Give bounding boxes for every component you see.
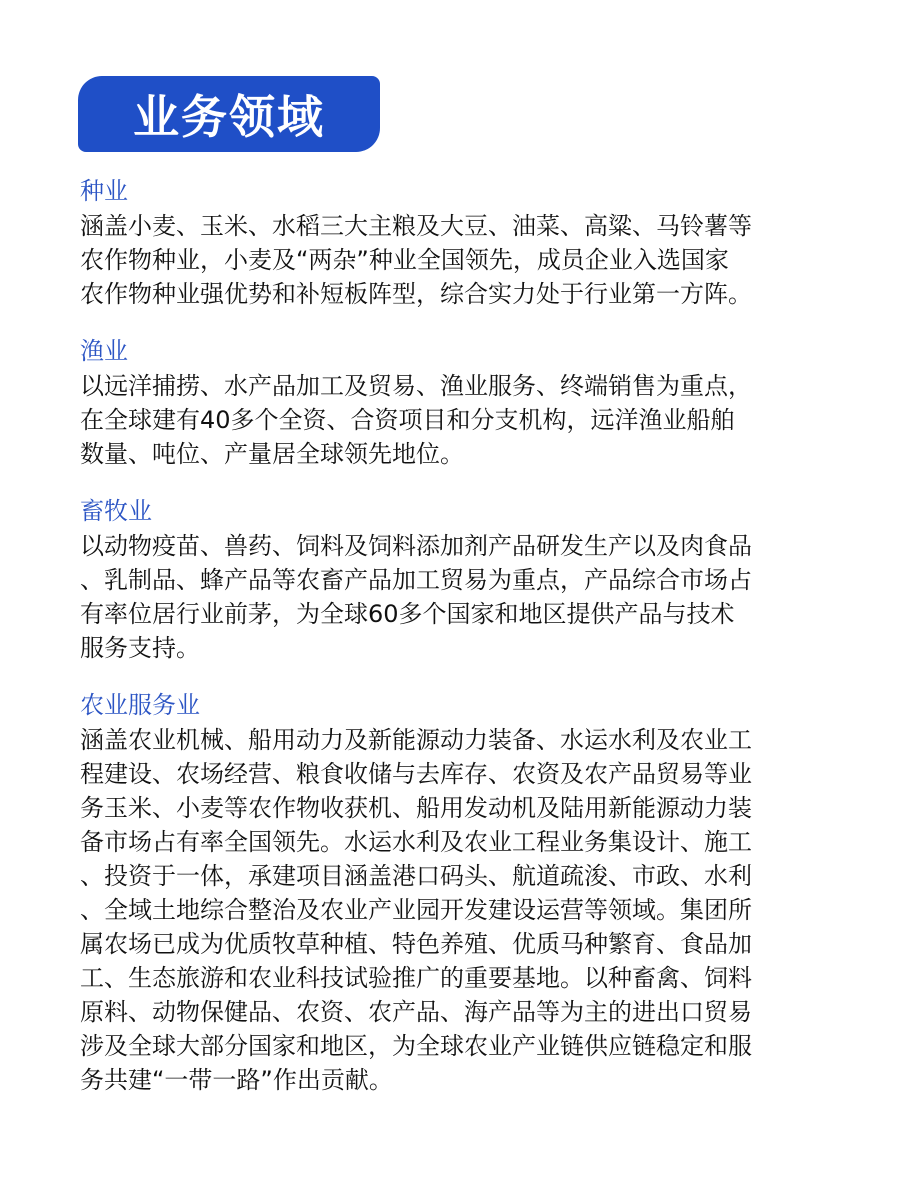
- body-line: 工、生态旅游和农业科技试验推广的重要基地。以种畜禽、饲料: [80, 964, 752, 992]
- section-heading: 种业: [80, 177, 128, 205]
- body-line: 、全域土地综合整治及农业产业园开发建设运营等领域。集团所: [80, 896, 752, 924]
- section-body: [80, 723, 830, 1097]
- body-line: 以动物疫苗、兽药、饲料及饲料添加剂产品研发生产以及肉食品: [80, 532, 752, 560]
- section-heading: 畜牧业: [80, 497, 152, 525]
- body-line: 务共建“一带一路”作出贡献。: [80, 1066, 393, 1094]
- section-seed-industry: [80, 173, 830, 311]
- body-line: 涵盖小麦、玉米、水稻三大主粮及大豆、油菜、高粱、马铃薯等: [80, 212, 752, 240]
- body-line: 以远洋捕捞、水产品加工及贸易、渔业服务、终端销售为重点，: [80, 372, 752, 400]
- body-line: 务玉米、小麦等农作物收获机、船用发动机及陆用新能源动力装: [80, 794, 752, 822]
- section-heading: 农业服务业: [80, 691, 200, 719]
- body-line: 农作物种业强优势和补短板阵型，综合实力处于行业第一方阵。: [80, 280, 752, 308]
- section-heading: 渔业: [80, 337, 128, 365]
- page-title: 业务领域: [133, 90, 325, 144]
- section-agricultural-services: [80, 687, 830, 1097]
- section-body: [80, 209, 830, 311]
- body-line: 备市场占有率全国领先。水运水利及农业工程业务集设计、施工: [80, 828, 752, 856]
- body-line: 原料、动物保健品、农资、农产品、海产品等为主的进出口贸易: [80, 998, 752, 1026]
- body-line: 有率位居行业前茅，为全球60多个国家和地区提供产品与技术: [80, 600, 735, 628]
- page-title-banner: [78, 76, 380, 152]
- section-body: [80, 529, 830, 665]
- section-fishery: [80, 333, 830, 471]
- body-line: 、乳制品、蜂产品等农畜产品加工贸易为重点，产品综合市场占: [80, 566, 752, 594]
- body-line: 、投资于一体，承建项目涵盖港口码头、航道疏浚、市政、水利: [80, 862, 752, 890]
- body-line: 服务支持。: [80, 634, 200, 662]
- body-line: 农作物种业，小麦及“两杂”种业全国领先，成员企业入选国家: [80, 246, 729, 274]
- body-line: 涵盖农业机械、船用动力及新能源动力装备、水运水利及农业工: [80, 726, 752, 754]
- body-line: 程建设、农场经营、粮食收储与去库存、农资及农产品贸易等业: [80, 760, 752, 788]
- body-line: 属农场已成为优质牧草种植、特色养殖、优质马种繁育、食品加: [80, 930, 752, 958]
- body-line: 涉及全球大部分国家和地区，为全球农业产业链供应链稳定和服: [80, 1032, 752, 1060]
- section-body: [80, 369, 830, 471]
- section-animal-husbandry: [80, 493, 830, 665]
- body-line: 数量、吨位、产量居全球领先地位。: [80, 440, 464, 468]
- body-line: 在全球建有40多个全资、合资项目和分支机构，远洋渔业船舶: [80, 406, 735, 434]
- business-areas-content: [80, 173, 830, 1119]
